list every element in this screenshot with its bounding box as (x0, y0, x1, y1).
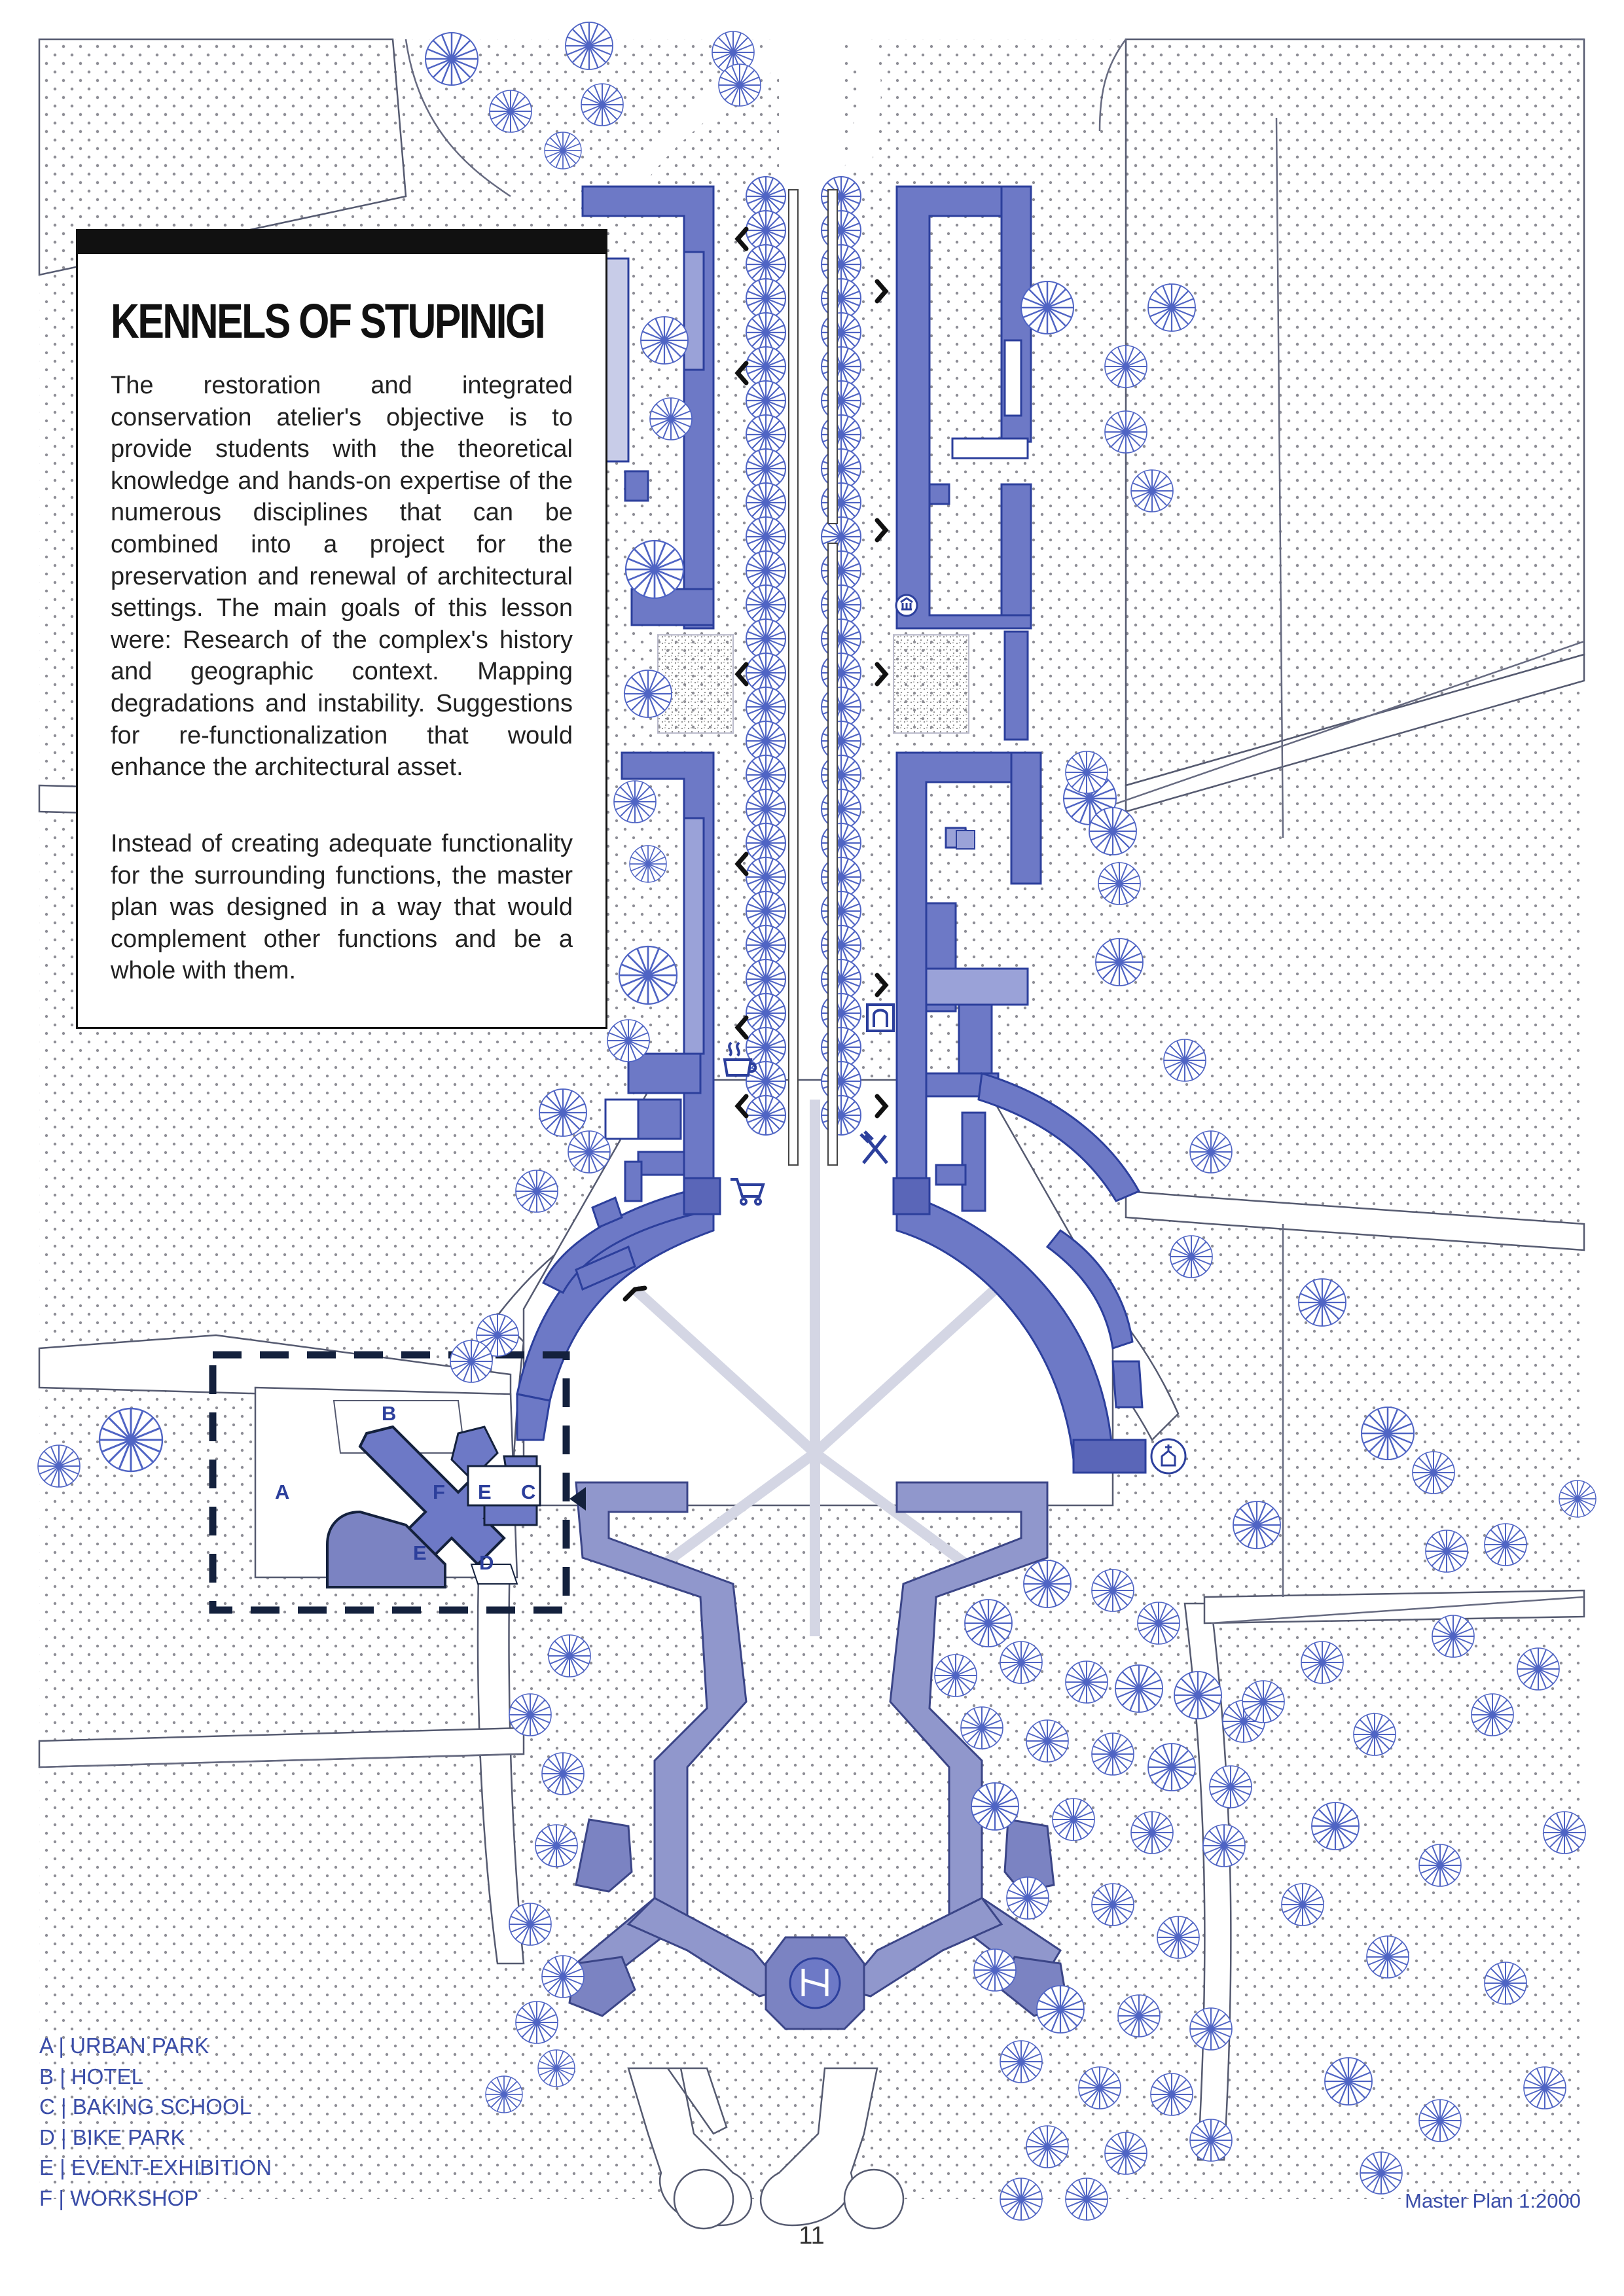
tree-icon (566, 22, 613, 69)
tree-icon (1485, 1962, 1526, 2004)
tree-icon (516, 1170, 558, 1212)
tree-icon (624, 670, 672, 717)
left-exedra-end (517, 1394, 550, 1440)
zone-label-f: F (433, 1480, 445, 1503)
tree-icon (1092, 1733, 1134, 1775)
tree-icon (1471, 1694, 1513, 1736)
left-exedra-corner-roof (684, 1178, 720, 1214)
info-panel-header-bar (76, 229, 607, 254)
tree-icon (1170, 1236, 1212, 1278)
tree-icon (1190, 2119, 1232, 2161)
right-wing-inner-1 (1001, 484, 1031, 615)
tree-icon (1210, 1766, 1252, 1808)
tree-icon (1053, 1799, 1094, 1840)
right-wing-annex-10 (962, 1113, 985, 1211)
tree-icon (630, 846, 666, 882)
left-wing-annex-8 (638, 1152, 684, 1175)
right-exedra-corner-roof (893, 1178, 929, 1214)
tree-icon (1360, 2152, 1402, 2194)
zone-label-b: B (382, 1402, 397, 1425)
right-exedra-end (1074, 1440, 1146, 1473)
tree-icon (1485, 1524, 1526, 1566)
tree-icon (626, 541, 683, 598)
zone-label-a: A (275, 1480, 290, 1503)
plot-road-mid-right (1204, 1590, 1584, 1623)
tree-icon (1066, 1661, 1108, 1703)
tree-icon (545, 132, 581, 169)
tree-icon (450, 1340, 492, 1382)
tree-icon (509, 1694, 551, 1736)
tree-icon (490, 90, 532, 132)
tree-icon (1098, 863, 1140, 905)
tree-icon (971, 1783, 1019, 1830)
tree-icon (542, 1753, 584, 1795)
tree-icon (1115, 1665, 1163, 1712)
tree-icon (1105, 2132, 1147, 2174)
legend-item-baking-school: C | BAKING SCHOOL (39, 2094, 251, 2119)
tree-icon (1432, 1615, 1474, 1657)
tree-icon (538, 2050, 575, 2087)
tree-icon (1131, 1812, 1173, 1854)
tree-icon (1559, 1480, 1596, 1517)
tree-icon (614, 781, 656, 823)
gravel-square-right (893, 635, 969, 733)
tree-icon (1000, 2041, 1042, 2083)
tree-icon (1362, 1407, 1414, 1460)
tree-icon (1367, 1936, 1409, 1978)
left-wing-annex-5 (628, 1054, 700, 1093)
gate-icon (867, 1005, 893, 1031)
tree-icon (1026, 2126, 1068, 2168)
tree-icon (99, 1408, 162, 1471)
right-wing-annex-2 (1005, 632, 1028, 740)
right-wing-annex-8 (959, 1005, 992, 1077)
tree-icon (961, 1707, 1003, 1749)
description-paragraph-2: Instead of creating adequate functionality for the surrounding functions, the master plan was designed in a way that would complement other functions and be a whole with them. (111, 830, 573, 985)
tree-icon (549, 1635, 590, 1677)
tree-icon (650, 398, 692, 440)
zone-label-e-2: E (413, 1541, 427, 1564)
tree-icon (1148, 284, 1195, 331)
tree-icon (425, 33, 478, 85)
tree-icon (539, 1089, 586, 1136)
left-wing-annex-4 (684, 818, 704, 1054)
tree-icon (1517, 1648, 1559, 1690)
page-number: 11 (799, 2222, 825, 2250)
tree-icon (486, 2076, 522, 2113)
palace-dome-icon (790, 1958, 840, 2008)
church-icon (1151, 1439, 1185, 1473)
left-wing-annex-7 (605, 1100, 638, 1139)
tree-icon (1007, 1877, 1049, 1919)
tree-icon (1066, 751, 1108, 793)
tree-icon (1021, 281, 1074, 334)
tree-icon (568, 1131, 610, 1173)
tree-icon (1105, 411, 1147, 453)
tree-icon (1138, 1602, 1180, 1644)
tree-icon (1354, 1713, 1396, 1755)
tree-icon (1092, 1884, 1134, 1926)
tree-icon (1524, 2067, 1566, 2109)
tree-icon (1419, 2100, 1461, 2142)
info-panel (76, 229, 607, 1029)
function-legend (39, 2031, 272, 2214)
tree-icon (1118, 1995, 1160, 2037)
tree-icon (1148, 1744, 1195, 1791)
tree-icon (619, 946, 677, 1004)
tree-icon (719, 64, 761, 106)
tree-icon (1000, 2178, 1042, 2220)
tree-icon (38, 1445, 80, 1487)
right-wing-annex-4 (952, 439, 1028, 458)
right-wing-annex-3 (1005, 340, 1021, 416)
tree-icon (1203, 1825, 1245, 1867)
legend-item-bike-park: D | BIKE PARK (39, 2125, 185, 2149)
tree-icon (1024, 1560, 1071, 1607)
tree-icon (1301, 1641, 1343, 1683)
tree-icon (1096, 939, 1143, 986)
tree-icon (1105, 346, 1147, 387)
tree-icon (746, 1096, 785, 1135)
legend-item-event-exhibition: E | EVENT-EXHIBITION (39, 2155, 272, 2179)
tree-icon (1037, 1986, 1084, 2033)
tree-icon (516, 2001, 558, 2043)
tree-icon (1282, 1884, 1324, 1926)
tree-icon (641, 317, 688, 364)
tree-icon (1190, 1131, 1232, 1173)
right-wing-annex-11 (936, 1165, 965, 1185)
zone-label-e-1: E (478, 1480, 492, 1503)
tree-icon (1151, 2073, 1193, 2115)
zone-label-c: C (521, 1480, 536, 1503)
legend-item-workshop: F | WORKSHOP (39, 2185, 199, 2210)
tree-icon (1419, 1844, 1461, 1886)
tree-icon (1426, 1530, 1468, 1572)
tree-icon (535, 1825, 577, 1867)
tree-icon (1157, 1916, 1199, 1958)
tree-icon (1543, 1812, 1585, 1854)
tree-icon (1000, 1641, 1042, 1683)
tree-icon (1164, 1039, 1206, 1081)
tree-icon (542, 1956, 584, 1998)
scale-label: Master Plan 1:2000 (1405, 2189, 1581, 2212)
tree-icon (1131, 470, 1173, 512)
tree-icon (1413, 1452, 1454, 1494)
project-bike-shed (471, 1564, 517, 1584)
tree-icon (965, 1600, 1012, 1647)
bus-stop-icon (956, 831, 975, 849)
right-wing-mid-east (1011, 753, 1041, 884)
tree-icon (1190, 2008, 1232, 2050)
tree-icon (1066, 2178, 1108, 2220)
left-wing-annex-9 (625, 1162, 641, 1201)
legend-item-urban-park: A | URBAN PARK (39, 2034, 209, 2058)
tree-icon (1026, 1720, 1068, 1762)
tree-icon (1089, 808, 1136, 855)
left-wing-annex-1 (684, 252, 704, 370)
south-loop-circle-left (674, 2170, 733, 2229)
right-wing-annex-1 (929, 484, 949, 504)
description-paragraph-1: The restoration and integrated conservation atelier's objective is to provide students with the theoretical knowledge and hands-on expertise of the numerous disciplines that can be combined into a project for the preservation and renewal of architectural settings. The main goals of this lesson were: Research of the complex's history and geographic context. Mapping degradations and instability. Suggestions for re-functionalization that would enhance the architectural asset. (111, 372, 573, 781)
left-wing-annex-3 (625, 471, 648, 501)
tree-icon (1299, 1279, 1346, 1326)
tree-icon (1174, 1672, 1221, 1719)
south-loop-circle-right (844, 2170, 903, 2229)
legend-item-hotel: B | HOTEL (39, 2064, 143, 2089)
page-title: KENNELS OF STUPINIGI (111, 294, 545, 348)
tree-icon (974, 1949, 1016, 1991)
tree-icon (1242, 1681, 1284, 1723)
right-exedra-block (1113, 1361, 1142, 1407)
tree-icon (1233, 1501, 1280, 1549)
tree-icon (607, 1020, 649, 1062)
tree-icon (1079, 2067, 1121, 2109)
right-wing-annex-7 (926, 969, 1028, 1005)
museum-icon (896, 595, 917, 616)
tree-icon (1312, 1803, 1359, 1850)
tree-icon (1092, 1570, 1134, 1611)
tree-icon (581, 84, 623, 126)
tree-icon (509, 1903, 551, 1945)
tree-icon (935, 1655, 977, 1696)
tree-icon (1325, 2058, 1372, 2105)
zone-label-d: D (479, 1551, 494, 1574)
